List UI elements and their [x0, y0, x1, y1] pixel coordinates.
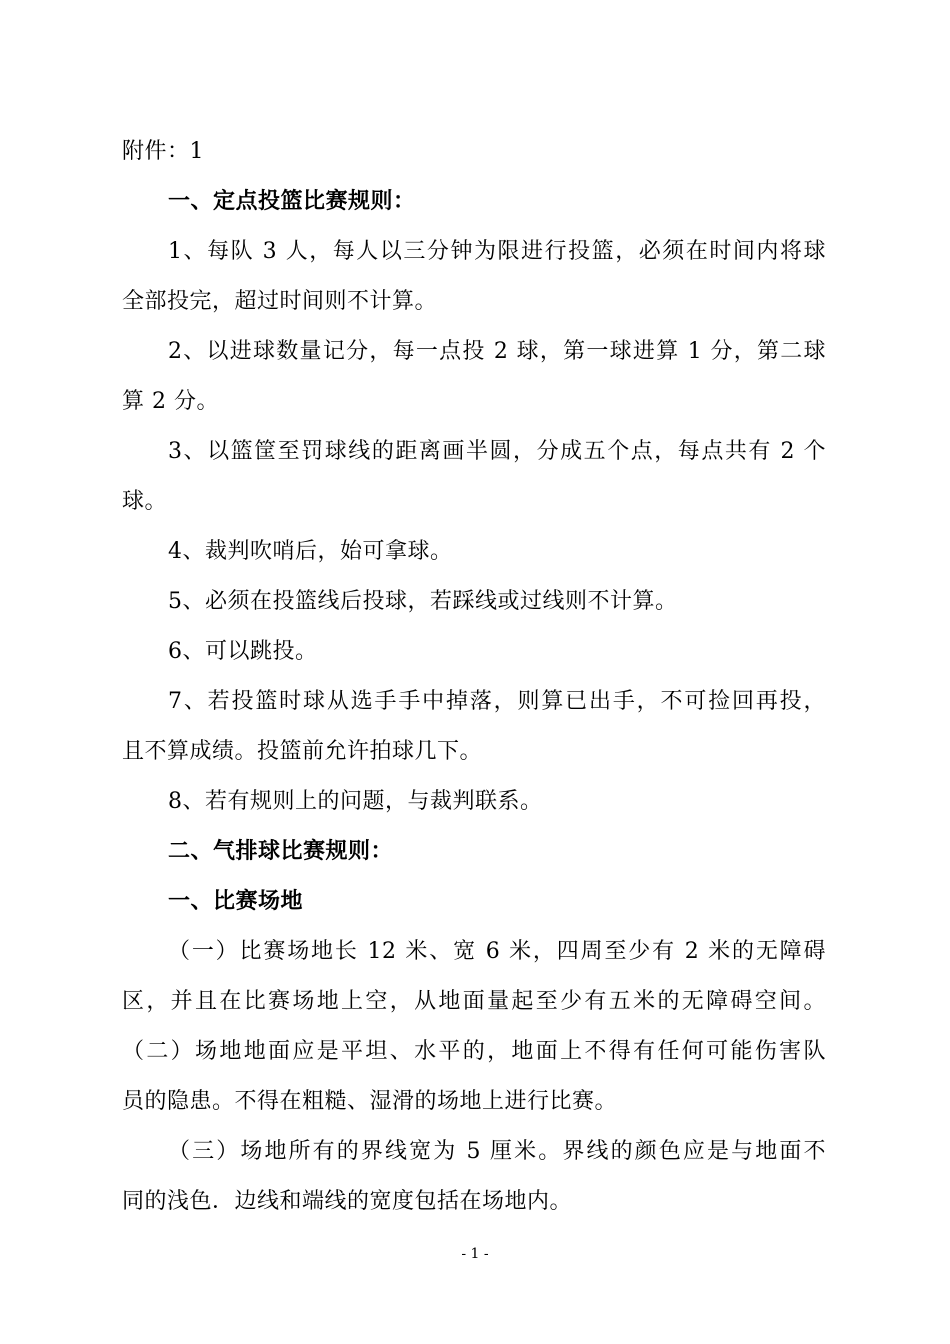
rule-1-line-1: 1、每队 3 人，每人以三分钟为限进行投篮，必须在时间内将球 — [168, 239, 826, 264]
rule-6: 6、可以跳投。 — [168, 639, 318, 664]
rule-3-line-1: 3、以篮筐至罚球线的距离画半圆，分成五个点，每点共有 2 个 — [168, 439, 826, 464]
rule-1-line-2: 全部投完，超过时间则不计算。 — [122, 289, 438, 314]
rule-2-line-1: 2、以进球数量记分，每一点投 2 球，第一球进算 1 分，第二球 — [168, 339, 826, 364]
rule-4: 4、裁判吹哨后，始可拿球。 — [168, 539, 453, 564]
section-title-shooting-rules: 一、定点投篮比赛规则： — [168, 189, 416, 214]
court-item-1-line-1: （一）比赛场地长 12 米、宽 6 米，四周至少有 2 米的无障碍 — [168, 939, 826, 964]
rule-5: 5、必须在投篮线后投球，若踩线或过线则不计算。 — [168, 589, 678, 614]
section-title-air-volleyball-rules: 二、气排球比赛规则： — [168, 839, 394, 864]
attachment-label: 附件：1 — [122, 139, 204, 164]
rule-7-line-2: 且不算成绩。投篮前允许拍球几下。 — [122, 739, 483, 764]
rule-7-line-1: 7、若投篮时球从选手手中掉落，则算已出手，不可捡回再投， — [168, 689, 826, 714]
subsection-title-court: 一、比赛场地 — [168, 889, 304, 914]
court-item-2-line-2: 员的隐患。不得在粗糙、湿滑的场地上进行比赛。 — [122, 1089, 618, 1114]
rule-3-line-2: 球。 — [122, 489, 168, 514]
court-item-2-line-1: （二）场地地面应是平坦、水平的，地面上不得有任何可能伤害队 — [122, 1039, 826, 1064]
rule-8: 8、若有规则上的问题，与裁判联系。 — [168, 789, 543, 814]
court-item-3-line-1: （三）场地所有的界线宽为 5 厘米。界线的颜色应是与地面不 — [168, 1139, 826, 1164]
court-item-3-line-2: 同的浅色．边线和端线的宽度包括在场地内。 — [122, 1189, 573, 1214]
rule-2-line-2: 算 2 分。 — [122, 389, 219, 414]
page-number: - 1 - — [461, 1246, 489, 1262]
court-item-1-line-2: 区，并且在比赛场地上空，从地面量起至少有五米的无障碍空间。 — [122, 989, 826, 1014]
